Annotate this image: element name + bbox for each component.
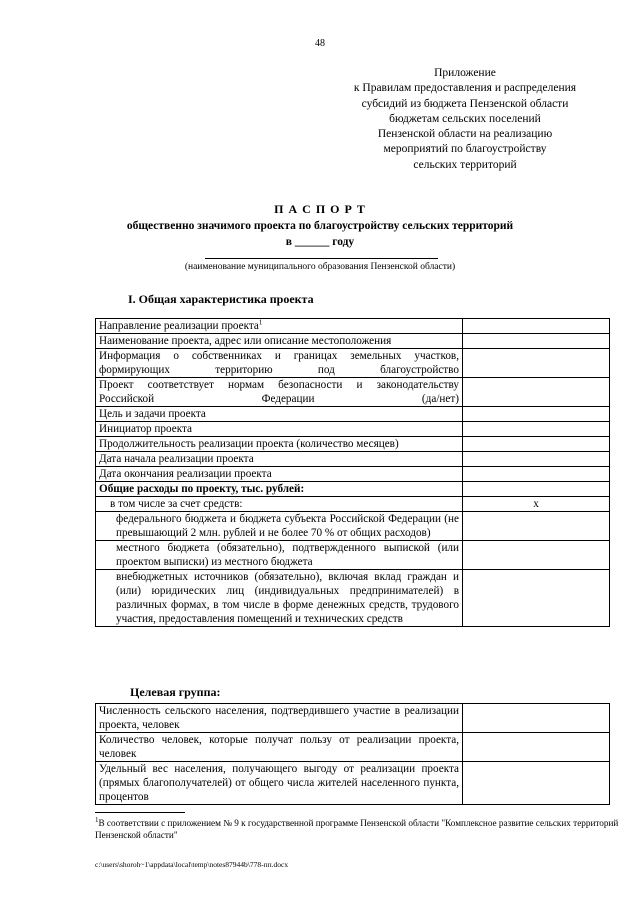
row-value[interactable] [463,378,610,407]
table-row [96,319,610,334]
footnote-text: В соответствии с приложением № 9 к государственной программе Пензенской области "Комплексное развитие сельских территорий Пензенской области" [95,818,619,840]
appendix-block [300,66,630,173]
row-label: в том числе за счет средств: [96,497,463,512]
row-label: Инициатор проекта [96,422,463,437]
row-label: Общие расходы по проекту, тыс. рублей: [96,482,463,497]
passport-subtitle: общественно значимого проекта по благоустройству сельских территорий [126,220,514,232]
row-value[interactable] [463,704,610,733]
row-value[interactable] [463,452,610,467]
target-group-table [95,703,610,805]
row-value[interactable] [463,407,610,422]
project-characteristics-table [95,318,610,627]
row-value[interactable] [463,349,610,378]
passport-title: П А С П О Р Т [274,202,366,216]
row-value[interactable] [463,334,610,349]
table-row [96,482,610,497]
row-value[interactable] [463,422,610,437]
footnote-marker: 1 [95,815,99,824]
appendix-line: Пензенской области на реализацию [377,128,553,141]
row-value[interactable] [463,437,610,452]
table-row [96,497,610,512]
table-row [96,570,610,627]
row-label: Дата окончания реализации проекта [96,467,463,482]
row-value[interactable] [463,482,610,497]
municipality-caption: (наименование муниципального образования Пензенской области) [184,262,456,272]
row-value[interactable] [463,467,610,482]
table-row [96,541,610,570]
table-row [96,512,610,541]
footnote-separator [95,812,185,813]
target-group-heading: Целевая группа: [130,685,221,699]
row-value[interactable] [463,733,610,762]
row-label: Дата начала реализации проекта [96,452,463,467]
appendix-line: сельских территорий [413,158,517,171]
table-row [96,422,610,437]
footnote-marker: 1 [258,318,263,327]
appendix-line: к Правилам предоставления и распределения [353,82,577,95]
table-row [96,349,610,378]
table-row [96,334,610,349]
row-label: внебюджетных источников (обязательно), включая вклад граждан и (или) юридических лиц (индивидуальных предпринимателей) в различных формах, в том числе в форме денежных средств, трудового участия, предоставления помещений и технических средств [96,570,463,627]
file-path: c:\users\shoroh~1\appdata\local\temp\notes87944b\778-пп.docx [95,860,289,869]
row-label: Проект соответствует нормам безопасности и законодательству Российской Федерации (да/нет) [96,378,463,407]
appendix-line: мероприятий по благоустройству [383,143,547,156]
row-label: Информация о собственниках и границах земельных участков, формирующих территорию под благоустройство [96,349,463,378]
appendix-line: Приложение [434,67,496,79]
row-value[interactable] [463,319,610,334]
table-row [96,407,610,422]
row-label: Цель и задачи проекта [96,407,463,422]
municipality-blank-line [205,258,438,259]
row-label: Удельный вес населения, получающего выгоду от реализации проекта (прямых благополучателей) от общего числа жителей населенного пункта, процентов [96,762,463,805]
row-value[interactable] [463,762,610,805]
row-label: Количество человек, которые получат пользу от реализации проекта, человек [96,733,463,762]
table-row [96,452,610,467]
table-row [96,704,610,733]
row-label: федерального бюджета и бюджета субъекта Российской Федерации (не превышающий 2 млн. рублей и не более 70 % от общих расходов) [96,512,463,541]
table-row [96,437,610,452]
page-number: 48 [315,38,325,49]
section-heading: I. Общая характеристика проекта [128,292,314,306]
row-value: x [463,497,610,512]
table-row [96,733,610,762]
row-label: Продолжительность реализации проекта (количество месяцев) [96,437,463,452]
passport-year-line: в ______ году [285,236,355,248]
row-value[interactable] [463,570,610,627]
row-label: Численность сельского населения, подтвердившего участие в реализации проекта, человек [96,704,463,733]
row-label: Наименование проекта, адрес или описание местоположения [96,334,463,349]
table-row [96,378,610,407]
table-row [96,762,610,805]
table-row [96,467,610,482]
row-value[interactable] [463,512,610,541]
appendix-line: бюджетам сельских поселений [389,112,541,125]
row-label: местного бюджета (обязательно), подтвержденного выпиской (или проектом выписки) из местного бюджета [96,541,463,570]
row-value[interactable] [463,541,610,570]
footnote [95,815,620,841]
appendix-line: субсидий из бюджета Пензенской области [361,97,569,110]
row-label: Направление реализации проекта$^1$ [96,319,463,334]
